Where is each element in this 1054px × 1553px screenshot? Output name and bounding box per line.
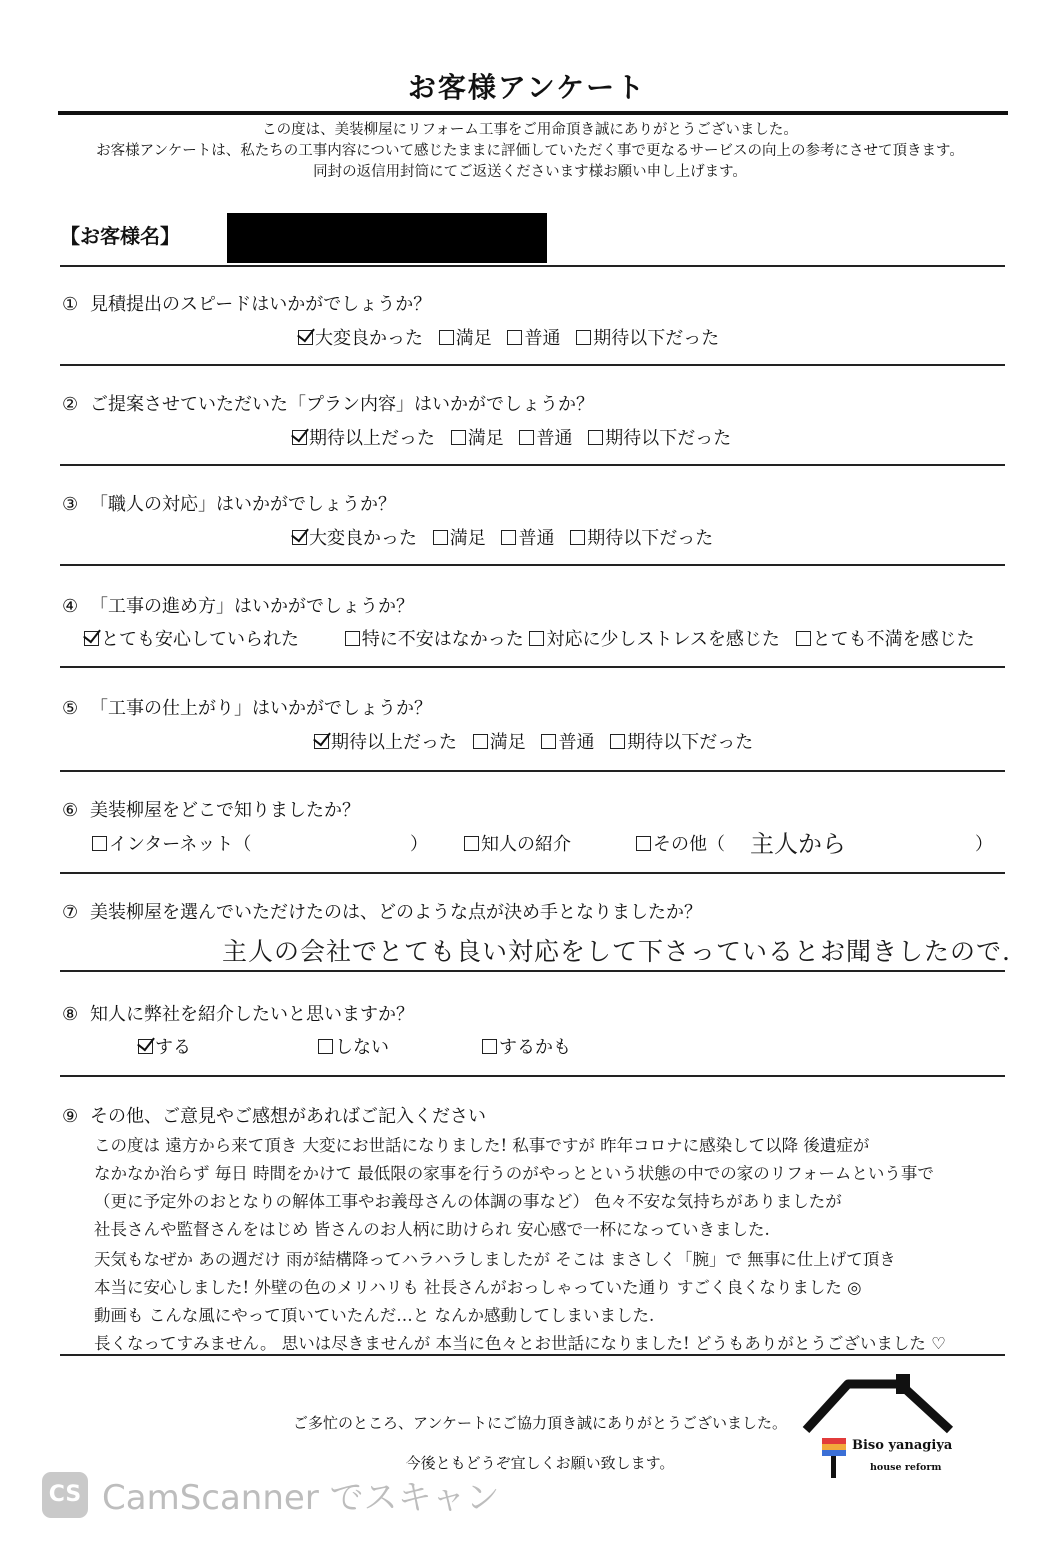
checkbox-icon xyxy=(439,330,454,345)
question-text: 知人に弊社を紹介したいと思いますか？ xyxy=(90,1004,414,1025)
option-yes[interactable]: する xyxy=(138,1033,191,1059)
checkbox-icon xyxy=(501,530,516,545)
question-6 xyxy=(62,796,360,822)
checked-box-icon xyxy=(138,1039,153,1054)
intro-line: この度は、美装柳屋にリフォーム工事をご用命頂き誠にありがとうございました。 xyxy=(262,122,798,138)
question-number: ① xyxy=(62,294,79,315)
divider xyxy=(60,872,1005,874)
option-checkbox[interactable]: 普通 xyxy=(507,324,560,350)
paren-close: ） xyxy=(975,834,993,855)
title-divider xyxy=(58,111,1008,115)
other-answer-handwritten: 主人から xyxy=(750,830,846,858)
question-text: ご提案させていただいた「プラン内容」はいかがでしょうか？ xyxy=(90,394,594,415)
page-title: お客様アンケート xyxy=(407,71,647,104)
option-checkbox[interactable]: 期待以下だった xyxy=(588,424,731,450)
comment-line: 動画も こんな風にやって頂いていたんだ…と なんか感動してしまいました. xyxy=(94,1306,655,1325)
checkbox-icon xyxy=(636,836,651,851)
comment-line: 社長さんや監督さんをはじめ 皆さんのお人柄に助けられ 安心感で一杯になっていきました. xyxy=(94,1220,770,1239)
customer-name-redaction xyxy=(227,213,547,263)
option-checkbox[interactable]: とても不満を感じた xyxy=(796,625,975,651)
intro-text xyxy=(50,120,1010,183)
question-1-options xyxy=(298,324,729,350)
option-checkbox[interactable]: 満足 xyxy=(451,424,504,450)
paren-close: ） xyxy=(410,834,428,855)
option-checkbox[interactable]: 特に不安はなかった xyxy=(345,625,524,651)
checkbox-icon xyxy=(588,430,603,445)
question-text: 美装柳屋を選んでいただけたのは、どのような点が決め手となりましたか？ xyxy=(90,902,702,923)
watermark-text: CamScanner でスキャン xyxy=(102,1478,500,1518)
checked-box-icon xyxy=(314,734,329,749)
question-text: 「工事の進め方」はいかがでしょうか？ xyxy=(90,596,414,617)
option-referral[interactable]: 知人の紹介 xyxy=(464,830,571,856)
divider xyxy=(60,364,1005,366)
option-maybe[interactable]: するかも xyxy=(482,1033,571,1059)
comment-line: なかなか治らず 毎日 時間をかけて 最低限の家事を行うのがやっとという状態の中での家のリフォームという事で xyxy=(94,1164,934,1183)
question-5 xyxy=(62,694,432,720)
question-text: 見積提出のスピードはいかがでしょうか？ xyxy=(90,294,432,315)
checkbox-icon xyxy=(482,1039,497,1054)
camscanner-icon: CS xyxy=(42,1472,88,1518)
checked-box-icon xyxy=(298,330,313,345)
checkbox-icon xyxy=(433,530,448,545)
question-number: ⑥ xyxy=(62,800,79,821)
question-3-options xyxy=(292,524,723,550)
checkbox-icon xyxy=(92,836,107,851)
checkbox-icon xyxy=(464,836,479,851)
checkbox-icon xyxy=(610,734,625,749)
question-9 xyxy=(62,1102,486,1128)
divider xyxy=(60,970,1005,972)
divider xyxy=(60,265,1005,267)
option-checkbox[interactable]: 期待以下だった xyxy=(570,524,713,550)
intro-line: お客様アンケートは、私たちの工事内容について感じたままに評価していただく事で更なるサービスの向上の参考にさせて頂きます。 xyxy=(96,143,964,159)
brush-stripe-orange xyxy=(822,1444,846,1450)
option-checkbox[interactable]: 期待以下だった xyxy=(610,728,753,754)
option-checkbox[interactable]: 満足 xyxy=(439,324,492,350)
question-1 xyxy=(62,290,431,316)
intro-line: 同封の返信用封筒にてご返送くださいます様お願い申し上げます。 xyxy=(313,164,747,180)
question-2-options xyxy=(292,424,741,450)
customer-name-label: 【お客様名】 xyxy=(60,224,180,248)
option-checkbox[interactable]: 期待以上だった xyxy=(314,728,457,754)
divider xyxy=(60,666,1005,668)
question-3 xyxy=(62,490,396,516)
checkbox-icon xyxy=(570,530,585,545)
checkbox-icon xyxy=(507,330,522,345)
comment-line: 本当に安心しました! 外壁の色のメリハリも 社長さんがおっしゃっていた通り すごく良くなりました ◎ xyxy=(94,1278,862,1297)
question-2 xyxy=(62,390,594,416)
question-number: ⑦ xyxy=(62,902,79,923)
checkbox-icon xyxy=(529,631,544,646)
checked-box-icon xyxy=(292,530,307,545)
option-checkbox[interactable]: 期待以下だった xyxy=(576,324,719,350)
question-text: 美装柳屋をどこで知りましたか？ xyxy=(90,800,360,821)
question-text: 「工事の仕上がり」はいかがでしょうか？ xyxy=(90,698,432,719)
option-checkbox[interactable]: 期待以上だった xyxy=(292,424,435,450)
checkbox-icon xyxy=(451,430,466,445)
question-number: ⑧ xyxy=(62,1004,79,1025)
checkbox-icon xyxy=(318,1039,333,1054)
checked-box-icon xyxy=(292,430,307,445)
question-5-options xyxy=(314,728,763,754)
divider xyxy=(60,1075,1005,1077)
footer-thanks: ご多忙のところ、アンケートにご協力頂き誠にありがとうございました。 xyxy=(292,1414,788,1432)
question-4-options xyxy=(84,625,985,651)
question-number: ② xyxy=(62,394,79,415)
divider xyxy=(60,770,1005,772)
option-checkbox[interactable]: 普通 xyxy=(519,424,572,450)
logo-subtitle: house reform xyxy=(870,1462,942,1473)
checkbox-icon xyxy=(541,734,556,749)
option-checkbox[interactable]: 満足 xyxy=(473,728,526,754)
question-7 xyxy=(62,898,702,924)
option-checkbox[interactable]: 大変良かった xyxy=(298,324,423,350)
chimney-shape xyxy=(896,1374,910,1394)
footer-regards: 今後ともどうぞ宜しくお願い致します。 xyxy=(405,1454,675,1472)
divider xyxy=(60,564,1005,566)
option-checkbox[interactable]: 普通 xyxy=(541,728,594,754)
question-number: ④ xyxy=(62,596,79,617)
checkbox-icon xyxy=(519,430,534,445)
question-4 xyxy=(62,592,414,618)
option-internet[interactable]: インターネット（ xyxy=(92,830,251,856)
option-checkbox[interactable]: 大変良かった xyxy=(292,524,417,550)
option-checkbox[interactable]: とても安心していられた xyxy=(84,625,299,651)
checked-box-icon xyxy=(84,631,99,646)
checkbox-icon xyxy=(796,631,811,646)
question-text: その他、ご意見やご感想があればご記入ください xyxy=(90,1106,486,1127)
camscanner-watermark xyxy=(42,1470,500,1519)
question-number: ⑤ xyxy=(62,698,79,719)
comment-line: 天気もなぜか あの週だけ 雨が結構降ってハラハラしましたが そこは まさしく「腕」で 無事に仕上げて頂き xyxy=(94,1250,896,1269)
brush-stripe-blue xyxy=(822,1450,846,1456)
comment-line: 長くなってすみません。 思いは尽きませんが 本当に色々とお世話になりました! どうもありがとうございました ♡ xyxy=(94,1334,946,1353)
option-other[interactable]: その他（ xyxy=(636,830,725,856)
option-checkbox[interactable]: 対応に少しストレスを感じた xyxy=(529,625,779,651)
brush-handle xyxy=(831,1456,836,1478)
question-number: ⑨ xyxy=(62,1106,79,1127)
logo-name: Biso yanagiya xyxy=(852,1438,953,1453)
option-no[interactable]: しない xyxy=(318,1033,389,1059)
brush-stripe-red xyxy=(822,1438,846,1444)
question-number: ③ xyxy=(62,494,79,515)
option-checkbox[interactable]: 満足 xyxy=(433,524,486,550)
checkbox-icon xyxy=(576,330,591,345)
checkbox-icon xyxy=(345,631,360,646)
question-text: 「職人の対応」はいかがでしょうか？ xyxy=(90,494,396,515)
decision-answer-handwritten: 主人の会社でとても良い対応をして下さっているとお聞きしたので. xyxy=(222,937,1011,966)
comment-line: （更に予定外のおとなりの解体工事やお義母さんの体調の事など） 色々不安な気持ちがありましたが xyxy=(94,1192,842,1211)
comment-line: この度は 遠方から来て頂き 大変にお世話になりました! 私事ですが 昨年コロナに感染して以降 後遺症が xyxy=(94,1136,870,1155)
question-8 xyxy=(62,1000,414,1026)
option-checkbox[interactable]: 普通 xyxy=(501,524,554,550)
checkbox-icon xyxy=(473,734,488,749)
divider xyxy=(60,1354,1005,1356)
roof-shape xyxy=(806,1384,950,1430)
divider xyxy=(60,464,1005,466)
